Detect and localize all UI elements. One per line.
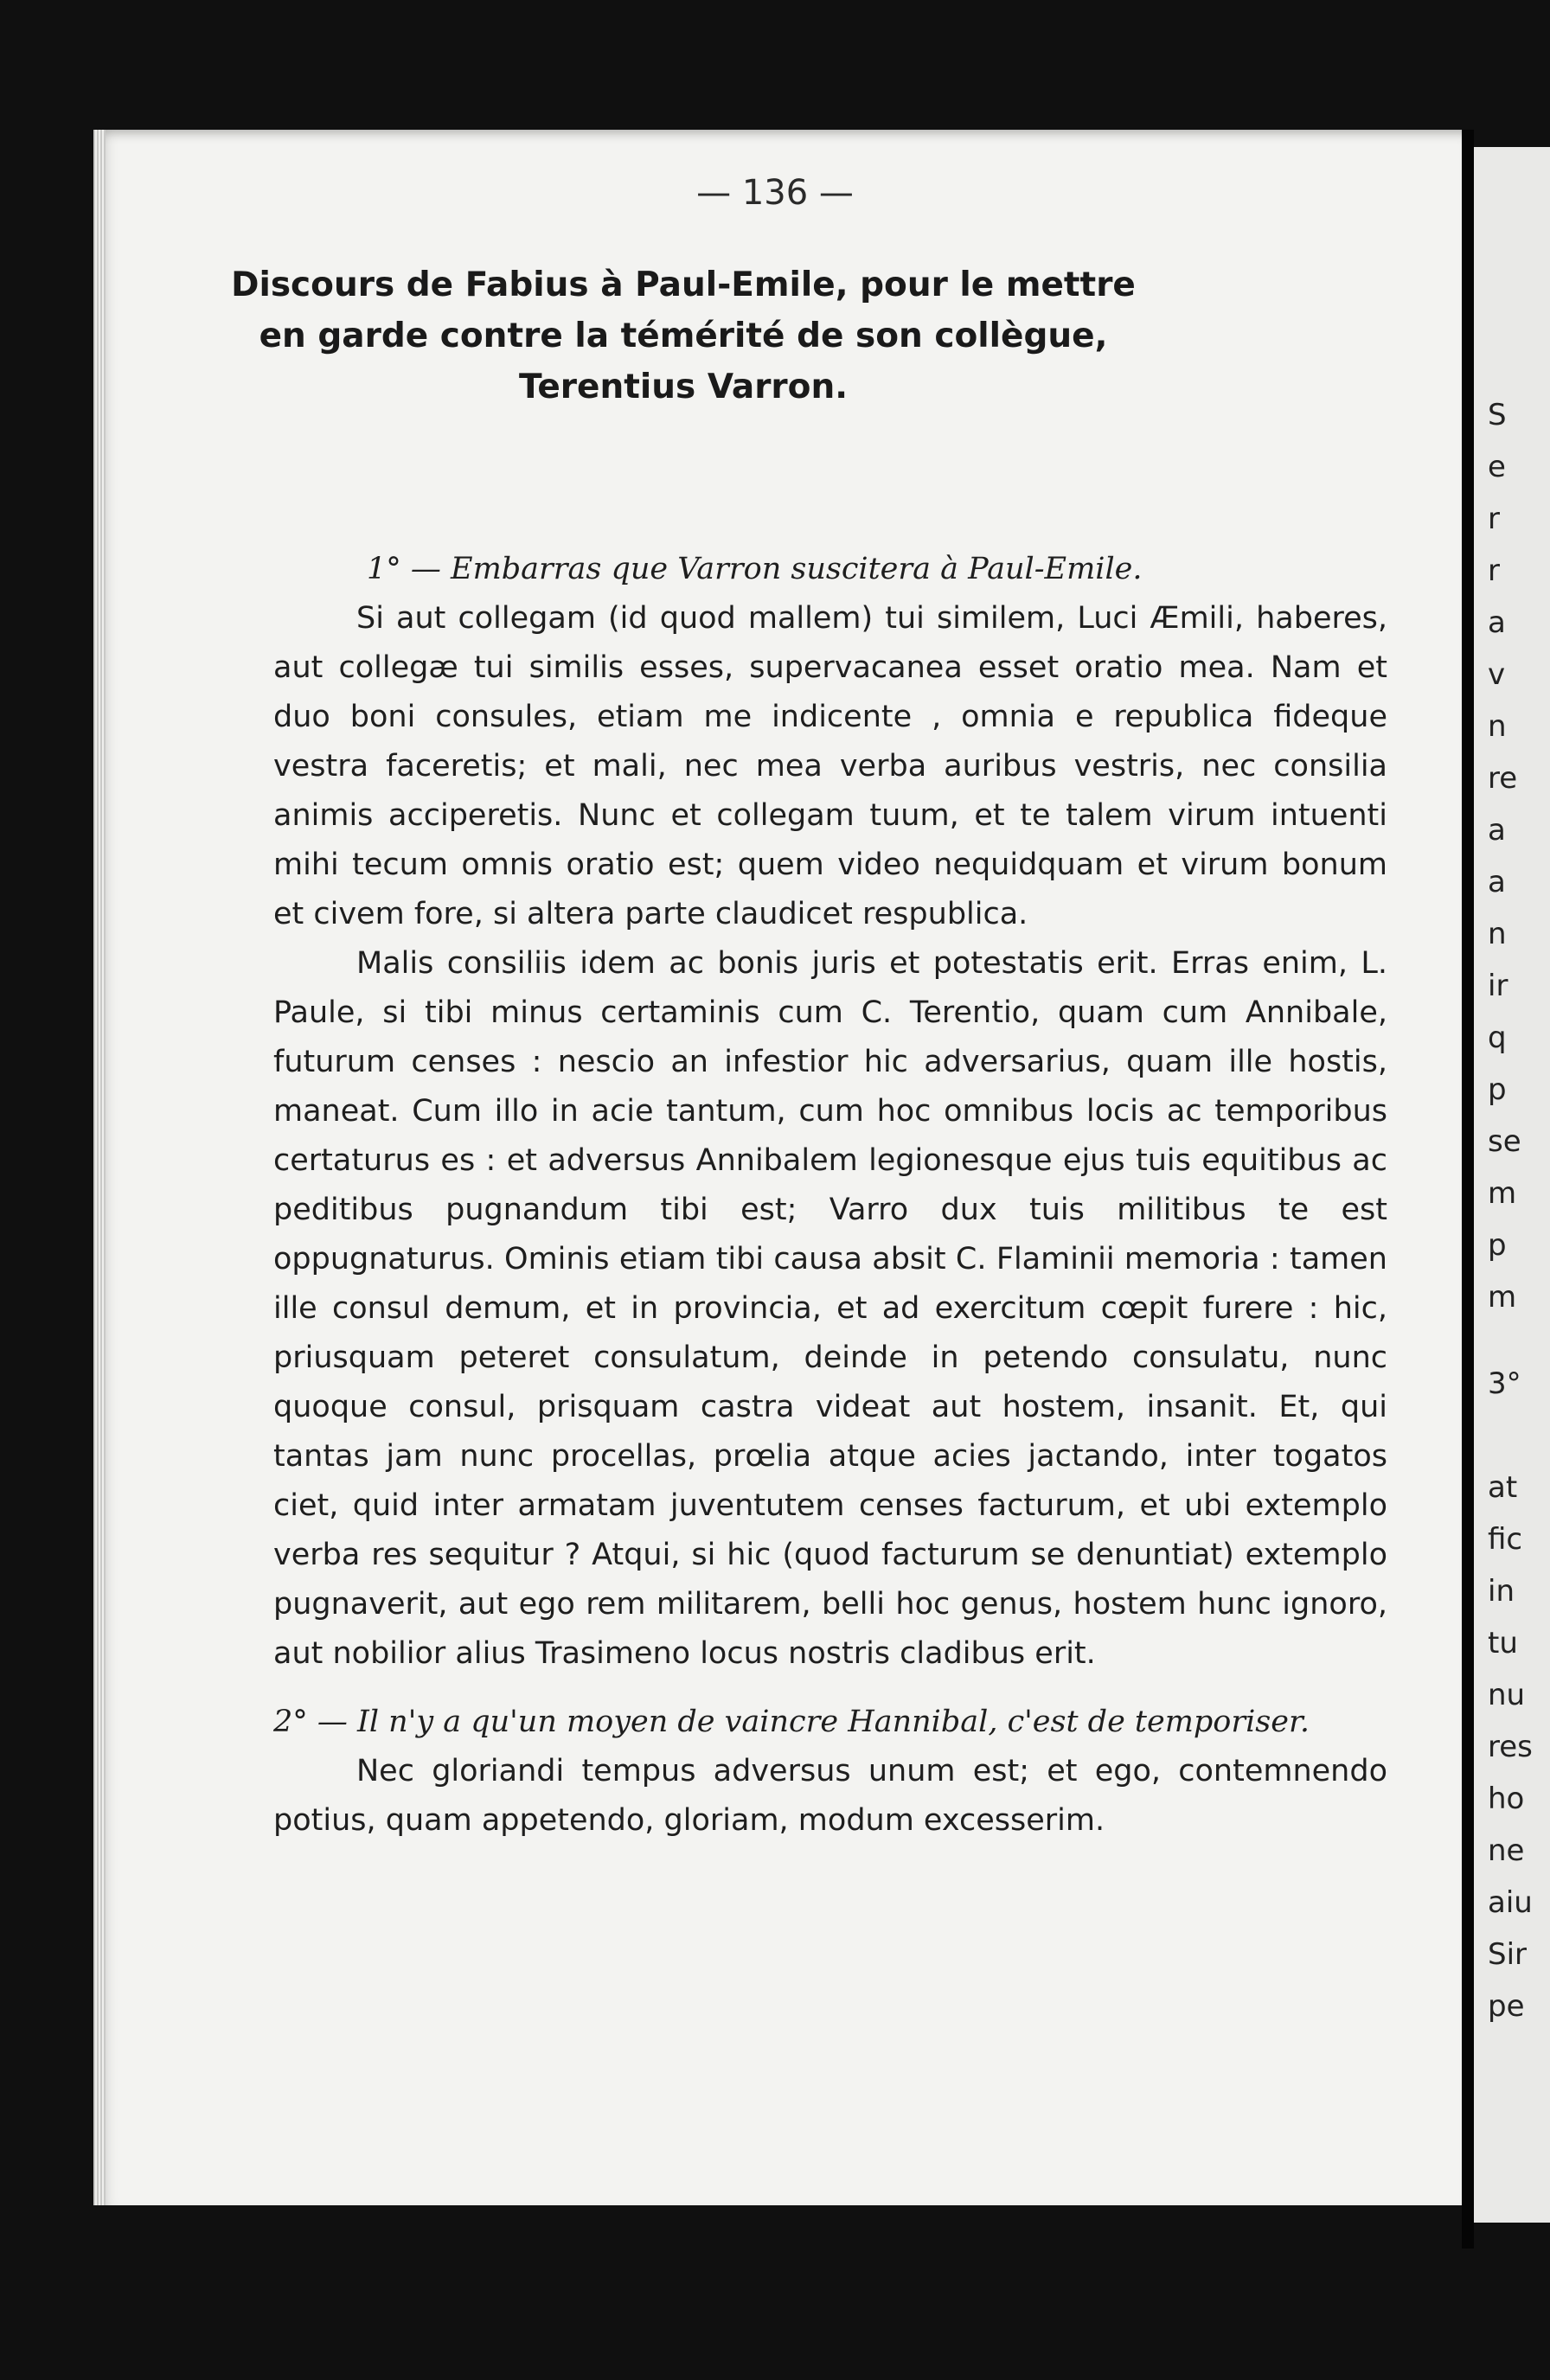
page-heading: Discours de Fabius à Paul-Emile, pour le mettre en garde contre la témérité de son collègue, Terentius Varron. bbox=[231, 266, 1136, 406]
page-stack-edge bbox=[93, 130, 106, 2205]
facing-page-fragment: ho bbox=[1488, 1782, 1525, 1816]
book-gutter bbox=[1462, 130, 1474, 2249]
facing-page-fragment: m bbox=[1488, 1176, 1517, 1211]
main-text bbox=[273, 545, 1387, 1846]
paragraph-1: Si aut collegam (id quod mallem) tui similem, Luci Æmili, haberes, aut collegæ tui similis esses, supervacanea esset oratio mea. Nam et duo boni consules, etiam me indicente , omnia e republica fideque vestra faceretis; et mali, nec mea verba auribus vestris, nec consilia animis acciperetis. Nunc et collegam tuum, et te talem virum intuenti mihi tecum omnis oratio est; quem video nequidquam et virum bonum et civem fore, si altera parte claudicet respublica. bbox=[273, 601, 1387, 931]
facing-page-fragment: a bbox=[1488, 813, 1506, 848]
facing-page-fragment: 3° bbox=[1488, 1366, 1521, 1401]
facing-page-fragment: p bbox=[1488, 1072, 1507, 1107]
section-title-2: 2° — Il n'y a qu'un moyen de vaincre Hannibal, c'est de temporiser. bbox=[273, 1705, 1310, 1739]
facing-page-fragment: ir bbox=[1488, 969, 1508, 1003]
facing-page-fragment: q bbox=[1488, 1020, 1507, 1055]
facing-page-fragment: a bbox=[1488, 605, 1506, 640]
facing-page-fragment: se bbox=[1488, 1124, 1521, 1159]
page-number: — 136 — bbox=[696, 173, 854, 213]
facing-page-fragment: v bbox=[1488, 657, 1506, 692]
facing-page-fragment: in bbox=[1488, 1574, 1515, 1609]
facing-page-fragment: r bbox=[1488, 502, 1500, 536]
facing-page bbox=[1474, 147, 1550, 2223]
facing-page-fragment: pe bbox=[1488, 1989, 1525, 2024]
facing-page-fragment: aiu bbox=[1488, 1885, 1533, 1920]
facing-page-fragment: m bbox=[1488, 1280, 1517, 1315]
paragraph-2: Malis consiliis idem ac bonis juris et potestatis erit. Erras enim, L. Paule, si tibi minus certaminis cum C. Terentio, quam cum Annibale, futurum censes : nescio an infestior hic adversarius, quam ille hostis, maneat. Cum illo in acie tantum, cum hoc omnibus locis ac temporibus certaturus es : et adversus Annibalem legionesque ejus tuis equitibus ac peditibus pugnandum tibi est; Varro dux tuis militibus te est oppugnaturus. Ominis etiam tibi causa absit C. Flaminii memoria : tamen ille consul demum, et in provincia, et ad exercitum cœpit furere : hic, priusquam peteret consulatum, deinde in petendo consulatu, nunc quoque consul, prisquam castra videat aut hostem, insanit. Et, qui tantas jam nunc procellas, prœlia atque acies jactando, inter togatos ciet, quid inter armatam juventutem censes facturum, et ubi extemplo verba res sequitur ? Atqui, si hic (quod facturum se denuntiat) extemplo pugnaverit, aut ego rem militarem, belli hoc genus, hostem hunc ignoro, aut nobilior alius Trasimeno locus nostris cladibus erit. bbox=[273, 946, 1387, 1671]
facing-page-fragment: e bbox=[1488, 450, 1506, 484]
facing-page-fragment: fic bbox=[1488, 1522, 1523, 1557]
facing-page-fragment: n bbox=[1488, 709, 1507, 744]
facing-page-fragment: ne bbox=[1488, 1833, 1525, 1868]
facing-page-fragment: p bbox=[1488, 1228, 1507, 1263]
facing-page-fragment: nu bbox=[1488, 1678, 1526, 1712]
facing-page-fragment: re bbox=[1488, 761, 1518, 796]
facing-page-fragment: res bbox=[1488, 1730, 1533, 1764]
paragraph-3: Nec gloriandi tempus adversus unum est; et ego, contemnendo potius, quam appetendo, gloriam, modum excesserim. bbox=[273, 1754, 1387, 1838]
facing-page-fragment: at bbox=[1488, 1470, 1518, 1505]
facing-page-fragment: Sir bbox=[1488, 1937, 1528, 1972]
section-title-1: 1° — Embarras que Varron suscitera à Paul-Emile. bbox=[367, 552, 1143, 586]
facing-page-fragment: S bbox=[1488, 398, 1507, 432]
facing-page-fragment: n bbox=[1488, 917, 1507, 951]
facing-page-fragment: a bbox=[1488, 865, 1506, 899]
facing-page-fragment: r bbox=[1488, 553, 1500, 588]
facing-page-fragment: tu bbox=[1488, 1626, 1518, 1660]
